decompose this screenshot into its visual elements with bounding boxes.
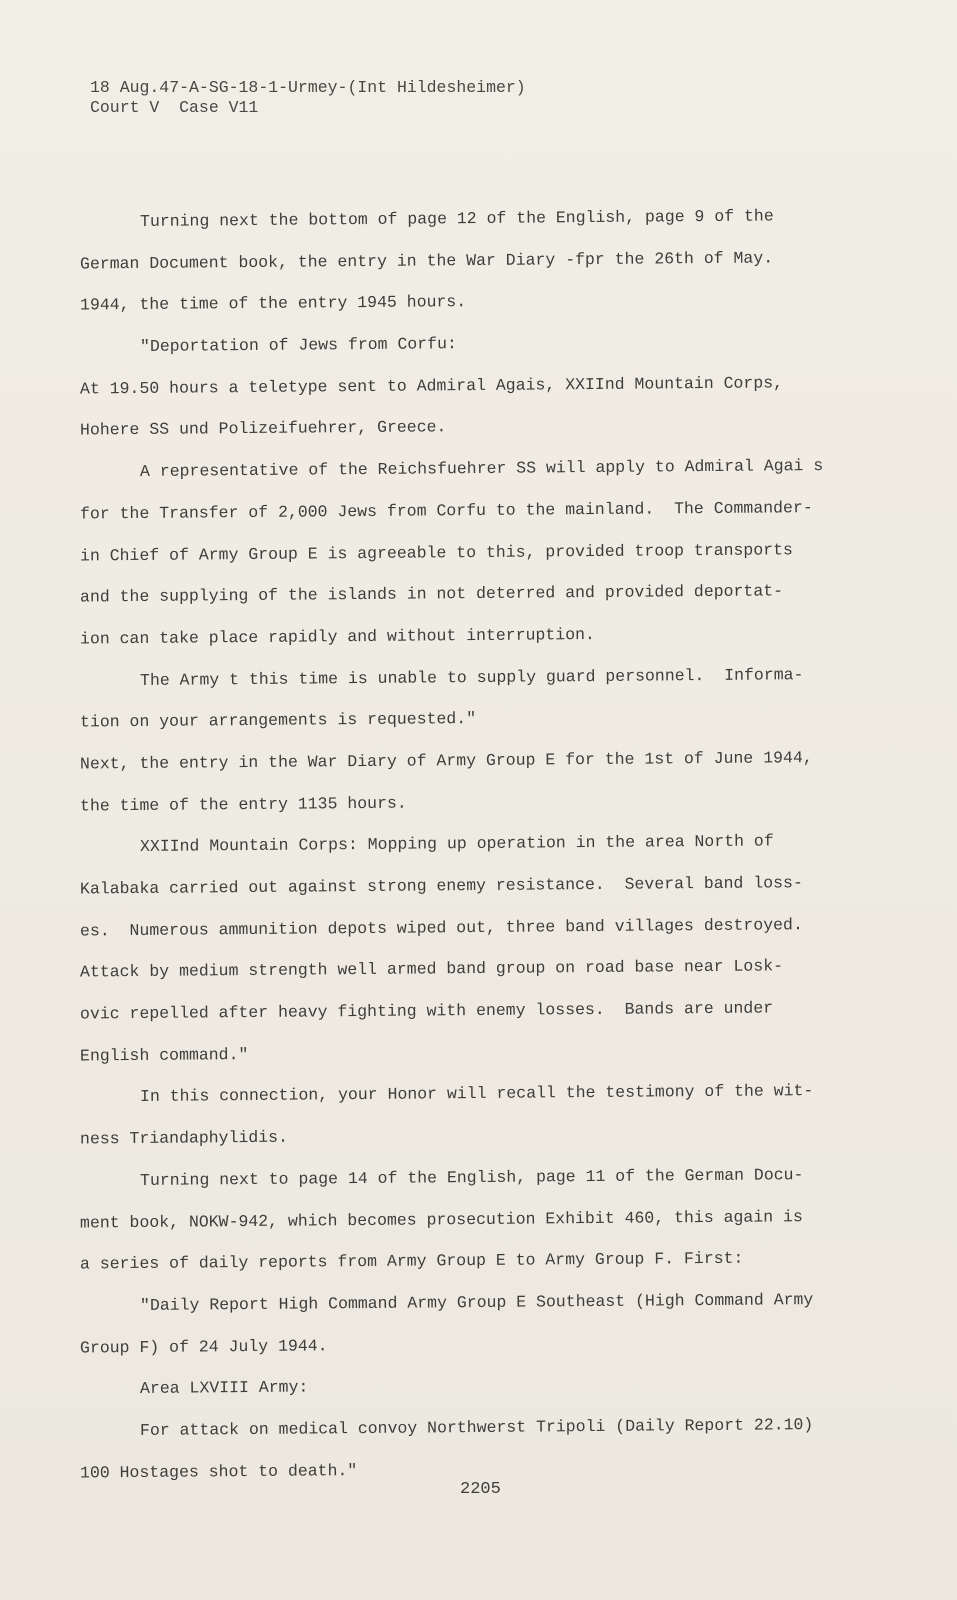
text-line: Area LXVIII Army: [139,1377,309,1399]
text-line: Hohere SS und Polizeifuehrer, Greece. [79,417,447,440]
text-line: ovic repelled after heavy fighting with enemy losses. Bands are under [79,998,774,1024]
text-line: Turning next the bottom of page 12 of the English, page 9 of the [139,206,774,231]
text-line: "Deportation of Jews from Corfu: [139,334,457,357]
text-line: A representative of the Reichsfuehrer SS will apply to Admiral Agai s [139,456,824,482]
text-line: and the supplying of the islands in not deterred and provided deportat- [79,581,784,607]
header-court-case: Court V Case V11 [90,98,259,117]
text-line: 100 Hostages shot to death." [79,1460,358,1483]
text-line: for the Transfer of 2,000 Jews from Corfu to the mainland. The Commander- [79,497,813,524]
page-number: 2205 [460,1480,501,1499]
text-line: tion on your arrangements is requested." [79,709,477,732]
text-line: For attack on medical convoy Northwerst Tripoli (Daily Report 22.10) [139,1415,814,1440]
text-line: Attack by medium strength well armed band group on road base near Losk- [79,956,784,982]
document-header [90,78,526,118]
text-line: ment book, NOKW-942, which becomes prosecution Exhibit 460, this again is [79,1206,803,1232]
text-line: a series of daily reports from Army Group E to Army Group F. First: [79,1248,744,1274]
text-line: 1944, the time of the entry 1945 hours. [79,292,467,315]
text-line: ness Triandaphylidis. [79,1127,289,1149]
text-line: In this connection, your Honor will recall the testimony of the wit- [139,1081,814,1107]
text-line: ion can take place rapidly and without interruption. [79,624,595,649]
text-line: Group F) of 24 July 1944. [79,1335,328,1358]
text-line: English command." [79,1044,249,1066]
text-line: the time of the entry 1135 hours. [79,793,407,816]
header-reference: 18 Aug.47-A-SG-18-1-Urmey-(Int Hildesheimer) [90,78,526,97]
text-line: The Army t this time is unable to supply guard personnel. Informa- [139,664,804,690]
text-line: Next, the entry in the War Diary of Army Group E for the 1st of June 1944, [79,748,813,774]
text-line: in Chief of Army Group E is agreeable to this, provided troop transports [79,539,793,565]
text-line: XXIInd Mountain Corps: Mopping up operation in the area North of [139,831,774,857]
text-line: Kalabaka carried out against strong enemy resistance. Several band loss- [79,873,803,899]
document-body [80,198,880,1490]
text-line: Turning next to page 14 of the English, page 11 of the German Docu- [139,1164,804,1190]
text-line: es. Numerous ammunition depots wiped out, three band villages destroyed. [79,914,803,941]
text-line: At 19.50 hours a teletype sent to Admiral Agais, XXIInd Mountain Corps, [79,373,784,399]
text-line: German Document book, the entry in the War Diary -fpr the 26th of May. [79,248,774,274]
text-line: "Daily Report High Command Army Group E Southeast (High Command Army [139,1289,814,1315]
